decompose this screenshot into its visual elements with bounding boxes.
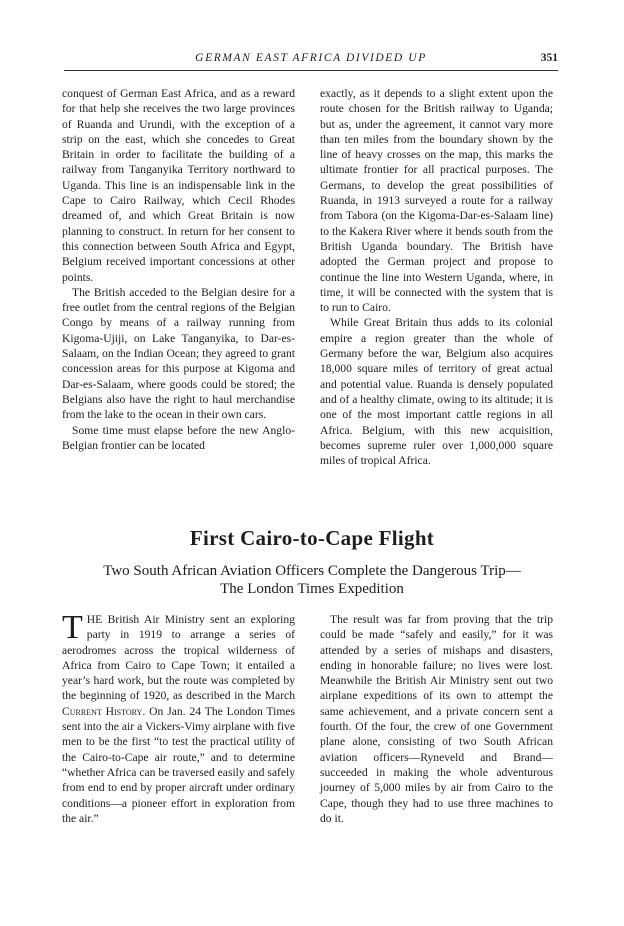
- subtitle-line: The London Times Expedition: [220, 580, 404, 597]
- paragraph: The British acceded to the Belgian desire for a free outlet from the central regions of the Belgian Congo by means of a railway running from Kigoma-Ujiji, on Lake Tanganyika, to Dar-es-Salaam, on the Indian Ocean; they agreed to grant concession areas for this purpose at Kigoma and Dar-es-Salaam, where goods could be stored; the Belgians also have the right to haul merchandise from the lake to the ocean in their own cars.: [62, 285, 295, 422]
- paragraph: exactly, as it depends to a slight extent upon the route chosen for the British railway to Uganda; but as, under the agreement, it cannot vary more than ten miles from the boundary shown by the line of heavy crosses on the map, this marks the ultimate frontier for all practical purposes. The Germans, to develop the great possibilities of Ruanda, in 1913 surveyed a route for a railway from Tabora (on the Kigoma-Dar-es-Salaam line) to the Kakera River where it bends south from the British Uganda boundary. The British have adopted the German project and propose to continue the line into Western Uganda, where, in time, it will be connected with the system that is to run to Cairo.: [320, 87, 553, 315]
- magazine-name: Current History: [62, 704, 143, 718]
- article-subtitle: [62, 563, 562, 598]
- paragraph: Some time must elapse before the new Anglo-Belgian frontier can be located: [62, 423, 295, 452]
- paragraph: The result was far from proving that the trip could be made “safely and easily,” for it was attended by a series of mishaps and disasters, ending in honorable failure; no lives were lost. Meanwhile the British Air Ministry sent out two airplane expeditions of its own to attempt the same achievement, and a private concern sent a fourth. Of the four, the crew of one Government plane alone, consisting of two South African aviation officers—Ryneveld and Brand—succeeded in making the whole adventurous journey of 5,000 miles by air from Cairo to the Cape, though they had to use three machines to do it.: [320, 613, 553, 825]
- running-title: GERMAN EAST AFRICA DIVIDED UP: [195, 52, 427, 64]
- drop-cap: T: [62, 609, 83, 646]
- lead-text: HE British Air Ministry sent an exploring party in 1919 to arrange a series of aerodromes across the tropical wilderness of Africa from Cairo to Cape Town; it entailed a year’s hard work, but the route was completed by the beginning of 1920, as described in the March: [62, 613, 295, 703]
- lead-paragraph: [62, 609, 296, 826]
- subtitle-line: Two South African Aviation Officers Complete the Dangerous Trip—: [103, 563, 521, 579]
- article-title: First Cairo-to-Cape Flight: [189, 526, 435, 550]
- top-left-column: [62, 86, 295, 453]
- top-right-column: [320, 86, 553, 468]
- paragraph: While Great Britain thus adds to its colonial empire a region greater than the whole of Germany before the war, Belgium also acquires 18,000 square miles of territory of great actual and potential value. Ruanda is densely populated and of a healthy climate, owing to its altitude; it is one of the most important cattle regions in all Africa. Belgium, with this new acquisition, becomes supreme ruler over 1,000,000 square miles of tropical Africa.: [320, 316, 553, 468]
- article-right-column: [320, 612, 553, 826]
- running-head: [64, 52, 558, 71]
- paragraph: conquest of German East Africa, and as a reward for that help she receives the two large provinces of Ruanda and Urundi, with the exception of a strip on the east, which she concedes to Great Britain in order to facilitate the building of a railway from Tanganyika Territory northward to Uganda. This line is an indispensable link in the Cape to Cairo Railway, which Cecil Rhodes dreamed of, and which Great Britain is now planning to construct. In return for her consent to this connection between South Africa and Egypt, Belgium received important concessions at other points.: [62, 87, 295, 284]
- page-number: 351: [540, 52, 558, 64]
- lead-text-rest: . On Jan. 24 The London Times sent into the air a Vickers-Vimy airplane with five men to be the first “to test the practical utility of the Cairo-to-Cape air route,” and to determine “whether Africa can be traversed easily and safely from end to end by proper aircraft under ordinary conditions—a pioneer effort in exploration from the air.”: [62, 704, 296, 825]
- article-left-column: [62, 609, 296, 826]
